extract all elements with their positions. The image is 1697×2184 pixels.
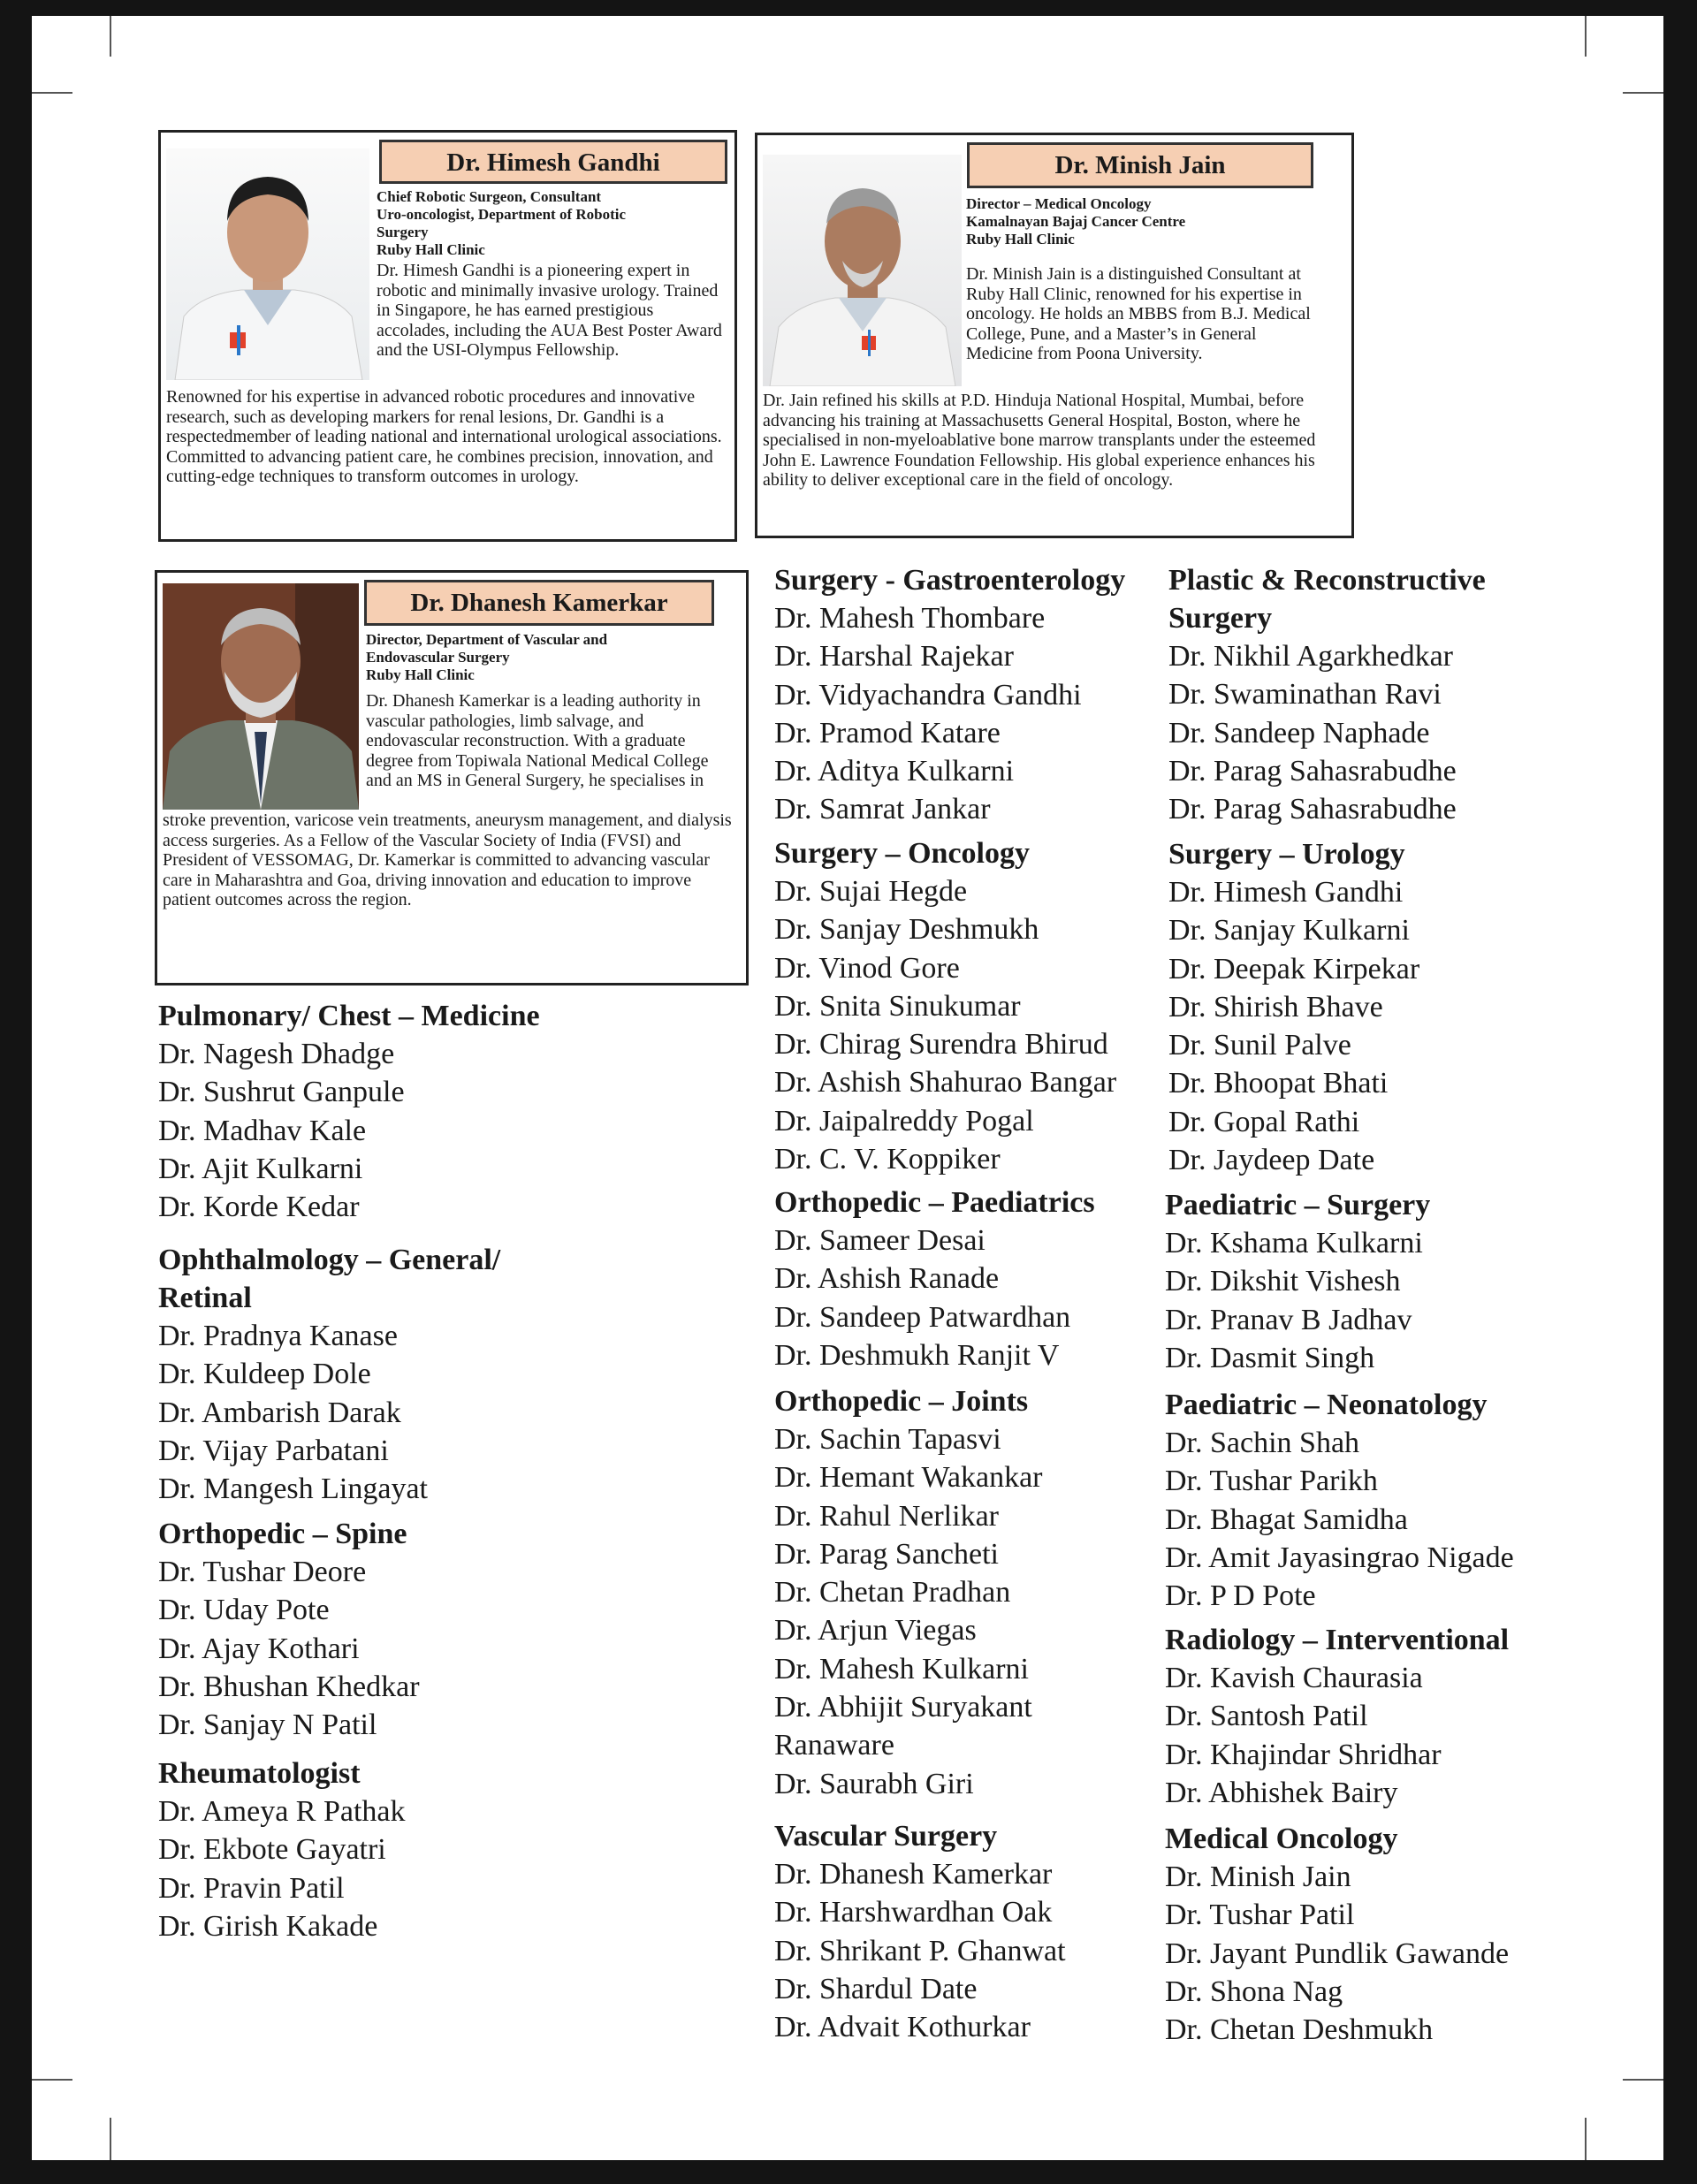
doctor-list-item: Dr. Deepak Kirpekar: [1168, 952, 1420, 985]
doctor-list-item: Dr. Parag Sahasrabudhe: [1168, 793, 1457, 826]
section-heading: Orthopedic – Spine: [158, 1518, 407, 1550]
section-heading: [1168, 561, 1486, 637]
section-ortho-spine: [158, 1515, 420, 1744]
heading-line: Ophthalmology – General/: [158, 1244, 501, 1276]
doctor-list-item: Dr. Ajit Kulkarni: [158, 1152, 363, 1185]
doctor-list-item: Dr. Sameer Desai: [774, 1224, 985, 1257]
doctor-list-item: Dr. Nikhil Agarkhedkar: [1168, 640, 1453, 673]
role-line: Endovascular Surgery: [366, 649, 510, 666]
doctor-list-item: Dr. Advait Kothurkar: [774, 2011, 1031, 2044]
portrait-kamerkar: [163, 583, 359, 810]
role-line: Chief Robotic Surgeon, Consultant: [377, 188, 602, 205]
doctor-list-item: Dr. Parag Sahasrabudhe: [1168, 754, 1457, 788]
doctor-list-item: Dr. Gopal Rathi: [1168, 1105, 1360, 1138]
doctor-list-item: Ranaware: [774, 1729, 894, 1762]
doctor-list-item: Dr. Harshal Rajekar: [774, 640, 1014, 673]
doctor-list-item: Dr. Bhushan Khedkar: [158, 1670, 420, 1703]
doctor-photo-kamerkar: [163, 583, 359, 810]
heading-line: Plastic & Reconstructive: [1168, 564, 1486, 597]
doctor-list-item: Dr. Dasmit Singh: [1165, 1341, 1375, 1374]
doctor-list-item: Dr. Shona Nag: [1165, 1975, 1343, 2008]
crop-mark: [110, 2118, 111, 2160]
doctor-list-item: Dr. Saurabh Giri: [774, 1767, 974, 1800]
doctor-list-item: Dr. Nagesh Dhadge: [158, 1038, 395, 1070]
profile-card-kamerkar: [155, 570, 749, 985]
doctor-list-item: Dr. Sanjay Kulkarni: [1168, 914, 1410, 947]
doctor-list-item: Dr. Girish Kakade: [158, 1909, 378, 1943]
profile-card-jain: [755, 133, 1354, 538]
doctor-list-item: Dr. Rahul Nerlikar: [774, 1499, 999, 1533]
doctor-list-item: Dr. Abhijit Suryakant: [774, 1691, 1032, 1724]
doctor-list-item: Dr. Dikshit Vishesh: [1165, 1265, 1401, 1298]
doctor-list-item: Dr. Shrikant P. Ghanwat: [774, 1934, 1066, 1967]
section-gastroenterology: [774, 561, 1125, 829]
section-heading: [158, 1241, 500, 1317]
section-urology: [1168, 835, 1419, 1179]
doctor-role-kamerkar: [366, 631, 719, 684]
role-line: Ruby Hall Clinic: [377, 241, 485, 258]
doctor-list-item: Dr. Bhagat Samidha: [1165, 1503, 1408, 1536]
heading-line: Surgery: [1168, 602, 1273, 635]
doctor-name-kamerkar: Dr. Dhanesh Kamerkar: [364, 580, 714, 626]
portrait-gandhi: [166, 148, 369, 380]
section-interventional-radiology: [1165, 1621, 1509, 1812]
crop-mark: [1585, 2118, 1587, 2160]
doctor-list-item: Dr. Chetan Pradhan: [774, 1576, 1011, 1609]
doctor-list-item: Dr. Korde Kedar: [158, 1191, 360, 1224]
doctor-list-item: Dr. Santosh Patil: [1165, 1700, 1368, 1733]
profile-card-gandhi: [158, 130, 737, 542]
doctor-list-item: Dr. Ajay Kothari: [158, 1632, 360, 1665]
section-medical-oncology: [1165, 1820, 1509, 2049]
doctor-list-item: Dr. Jaipalreddy Pogal: [774, 1104, 1034, 1138]
heading-line: Retinal: [158, 1282, 252, 1314]
section-heading: Surgery - Gastroenterology: [774, 564, 1126, 597]
doctor-role-jain: [966, 195, 1320, 248]
doctor-list-item: Dr. Vinod Gore: [774, 951, 960, 985]
doctor-list-item: Dr. Sandeep Patwardhan: [774, 1300, 1071, 1334]
doctor-list-item: Dr. Sanjay Deshmukh: [774, 913, 1039, 947]
doctor-list-item: Dr. Harshwardhan Oak: [774, 1896, 1053, 1929]
doctor-list-item: Dr. Sujai Hegde: [774, 875, 968, 908]
crop-mark: [32, 92, 72, 94]
crop-mark: [110, 16, 111, 57]
doctor-list-item: Dr. Deshmukh Ranjit V: [774, 1338, 1060, 1372]
doctor-list-item: Dr. Ambarish Darak: [158, 1396, 401, 1429]
section-heading: Orthopedic – Paediatrics: [774, 1186, 1095, 1219]
doctor-list-item: Dr. Vijay Parbatani: [158, 1434, 389, 1467]
doctor-list-item: Dr. Sachin Tapasvi: [774, 1423, 1001, 1456]
section-heading: Orthopedic – Joints: [774, 1385, 1029, 1418]
section-ortho-paediatrics: [774, 1183, 1095, 1374]
doctor-bio-gandhi-continued: Renowned for his expertise in advanced robotic procedures and innovative research, such as developing markers for renal lesions, Dr. Gandhi is a respectedmember of leading national and international urological associations. Committed to advancing patient care, he combines precision, innovation, and cutting-edge techniques to transform outcomes in urology.: [166, 387, 722, 486]
doctor-list-item: Dr. Shardul Date: [774, 1972, 978, 2005]
doctor-list-item: Dr. Khajindar Shridhar: [1165, 1738, 1442, 1771]
doctor-list-item: Dr. Sushrut Ganpule: [158, 1076, 405, 1109]
role-line: Director – Medical Oncology: [966, 195, 1152, 212]
doctor-list-item: Dr. P D Pote: [1165, 1579, 1316, 1613]
doctor-list-item: Dr. Amit Jayasingrao Nigade: [1165, 1541, 1514, 1574]
role-line: Kamalnayan Bajaj Cancer Centre: [966, 213, 1186, 230]
section-heading: Radiology – Interventional: [1165, 1624, 1510, 1656]
doctor-list-item: Dr. Shirish Bhave: [1168, 990, 1383, 1024]
doctor-list-item: Dr. Tushar Parikh: [1165, 1465, 1378, 1498]
doctor-list-item: Dr. Tushar Deore: [158, 1556, 367, 1588]
doctor-bio-jain-continued: Dr. Jain refined his skills at P.D. Hinduja National Hospital, Mumbai, before advancing his training at Massachusetts General Hospital, Boston, where he specialised in non-myeloablative bone marrow transplants under the esteemed John E. Lawrence Foundation Fellowship. His global experience enhances his ability to deliver exceptional care in the field of oncology.: [763, 391, 1316, 490]
doctor-bio-kamerkar: Dr. Dhanesh Kamerkar is a leading authority in vascular pathologies, limb salvage, and endovascular reconstruction. With a graduate degree from Topiwala National Medical College and an MS in General Surgery, he specialises in: [366, 691, 709, 790]
section-heading: Surgery – Urology: [1168, 838, 1405, 871]
section-heading: Paediatric – Neonatology: [1165, 1389, 1488, 1421]
doctor-bio-kamerkar-continued: stroke prevention, varicose vein treatments, aneurysm management, and dialysis access surgeries. As a Fellow of the Vascular Society of India (FVSI) and President of VESSOMAG, Dr. Kamerkar is committed to advancing vascular care in Maharashtra and Goa, driving innovation and education to improve patient outcomes across the region.: [163, 810, 732, 909]
section-vascular: [774, 1817, 1066, 2046]
portrait-jain: [763, 155, 962, 386]
doctor-bio-jain: Dr. Minish Jain is a distinguished Consultant at Ruby Hall Clinic, renowned for his expertise in oncology. He holds an MBBS from B.J. Medical College, Pune, and a Master’s in General Medicine from Poona University.: [966, 264, 1311, 363]
doctor-list-item: Dr. Kavish Chaurasia: [1165, 1662, 1423, 1694]
role-line: Uro-oncologist, Department of Robotic: [377, 206, 627, 223]
section-neonatology: [1165, 1386, 1514, 1615]
role-line: Surgery: [377, 224, 429, 240]
doctor-list-item: Dr. Kshama Kulkarni: [1165, 1227, 1423, 1259]
doctor-list-item: Dr. Sachin Shah: [1165, 1427, 1360, 1459]
doctor-role-gandhi: [377, 188, 721, 259]
section-ortho-joints: [774, 1382, 1042, 1803]
doctor-list-item: Dr. Pradnya Kanase: [158, 1320, 398, 1352]
crop-mark: [1623, 2079, 1663, 2081]
section-pulmonary: [158, 997, 540, 1226]
doctor-list-item: Dr. Mangesh Lingayat: [158, 1472, 428, 1506]
doctor-list-item: Dr. Tushar Patil: [1165, 1899, 1355, 1932]
crop-mark: [1585, 16, 1587, 57]
doctor-list-item: Dr. Abhishek Bairy: [1165, 1776, 1398, 1809]
doctor-list-item: Dr. Sanjay N Patil: [158, 1708, 377, 1742]
doctor-list-item: Dr. Ashish Ranade: [774, 1262, 1000, 1296]
doctor-list-item: Dr. Kuldeep Dole: [158, 1358, 371, 1391]
doctor-list-item: Dr. Jayant Pundlik Gawande: [1165, 1937, 1510, 1970]
section-paediatric-surgery: [1165, 1186, 1430, 1377]
section-heading: Vascular Surgery: [774, 1820, 998, 1853]
doctor-list-item: Dr. Snita Sinukumar: [774, 989, 1021, 1023]
doctor-name-jain: Dr. Minish Jain: [967, 142, 1313, 188]
doctor-list-item: Dr. Madhav Kale: [158, 1114, 367, 1147]
crop-mark: [1623, 92, 1663, 94]
section-heading: Paediatric – Surgery: [1165, 1189, 1431, 1221]
section-ophthalmology: [158, 1241, 500, 1508]
doctor-list-item: Dr. Ashish Shahurao Bangar: [774, 1066, 1117, 1100]
doctor-list-item: Dr. Vidyachandra Gandhi: [774, 678, 1082, 712]
doctor-list-item: Dr. Himesh Gandhi: [1168, 876, 1404, 909]
doctor-list-item: Dr. Minish Jain: [1165, 1861, 1351, 1893]
doctor-list-item: Dr. Uday Pote: [158, 1594, 330, 1627]
doctor-list-item: Dr. Mahesh Thombare: [774, 602, 1046, 635]
doctor-list-item: Dr. Ameya R Pathak: [158, 1795, 406, 1828]
doctor-list-item: Dr. Arjun Viegas: [774, 1614, 977, 1648]
doctor-photo-jain: [763, 155, 962, 386]
doctor-list-item: Dr. Aditya Kulkarni: [774, 755, 1015, 788]
section-heading: Medical Oncology: [1165, 1823, 1398, 1855]
section-heading: Surgery – Oncology: [774, 837, 1030, 870]
doctor-list-item: Dr. Chetan Deshmukh: [1165, 2013, 1434, 2047]
doctor-list-item: Dr. Samrat Jankar: [774, 793, 991, 826]
doctor-list-item: Dr. Parag Sancheti: [774, 1537, 999, 1571]
crop-mark: [32, 2079, 72, 2081]
section-rheumatologist: [158, 1754, 406, 1945]
doctor-list-item: Dr. Pravin Patil: [158, 1871, 345, 1905]
role-line: Ruby Hall Clinic: [966, 231, 1075, 247]
doctor-list-item: Dr. Ekbote Gayatri: [158, 1833, 386, 1867]
doctor-list-item: Dr. Dhanesh Kamerkar: [774, 1858, 1053, 1891]
document-page: [32, 16, 1663, 2160]
section-heading: Rheumatologist: [158, 1757, 361, 1790]
section-heading: Pulmonary/ Chest – Medicine: [158, 1000, 540, 1032]
doctor-list-item: Dr. Chirag Surendra Bhirud: [774, 1028, 1108, 1062]
doctor-list-item: Dr. Mahesh Kulkarni: [774, 1652, 1030, 1686]
doctor-list-item: Dr. Pranav B Jadhav: [1165, 1303, 1412, 1336]
doctor-bio-gandhi: Dr. Himesh Gandhi is a pioneering expert in robotic and minimally invasive urology. Trained in Singapore, he has earned prestigious accolades, including the AUA Best Poster Award and the USI-Olympus Fellowship.: [377, 261, 722, 360]
section-surgical-oncology: [774, 834, 1116, 1178]
doctor-name-gandhi: Dr. Himesh Gandhi: [379, 140, 727, 184]
role-line: Director, Department of Vascular and: [366, 631, 608, 648]
doctor-list-item: Dr. Sandeep Naphade: [1168, 716, 1430, 750]
doctor-list-item: Dr. Hemant Wakankar: [774, 1461, 1043, 1495]
doctor-photo-gandhi: [166, 148, 369, 380]
role-line: Ruby Hall Clinic: [366, 666, 475, 683]
doctor-list-item: Dr. Bhoopat Bhati: [1168, 1067, 1389, 1100]
doctor-list-item: Dr. Swaminathan Ravi: [1168, 678, 1442, 712]
doctor-list-item: Dr. Pramod Katare: [774, 716, 1001, 750]
doctor-list-item: Dr. Sunil Palve: [1168, 1029, 1351, 1062]
doctor-list-item: Dr. Jaydeep Date: [1168, 1144, 1375, 1177]
section-plastic-surgery: [1168, 561, 1486, 828]
doctor-list-item: Dr. C. V. Koppiker: [774, 1143, 1001, 1176]
